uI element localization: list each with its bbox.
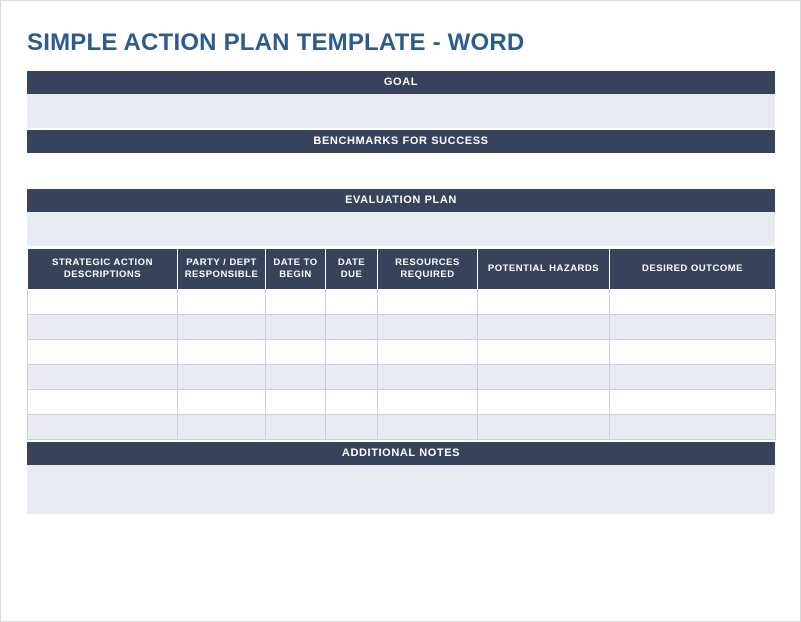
section-header-evaluation: EVALUATION PLAN (27, 189, 775, 212)
table-cell[interactable] (610, 414, 776, 439)
table-header-row (28, 249, 776, 290)
table-cell[interactable] (478, 364, 610, 389)
table-cell[interactable] (28, 314, 178, 339)
table-row (28, 389, 776, 414)
column-header-strategic-action: STRATEGIC ACTION DESCRIPTIONS (28, 249, 178, 290)
table-cell[interactable] (28, 289, 178, 314)
table-cell[interactable] (178, 414, 266, 439)
table-row (28, 314, 776, 339)
table-cell[interactable] (610, 289, 776, 314)
table-cell[interactable] (378, 314, 478, 339)
table-cell[interactable] (326, 364, 378, 389)
table-cell[interactable] (378, 389, 478, 414)
table-cell[interactable] (28, 364, 178, 389)
table-cell[interactable] (610, 314, 776, 339)
table-cell[interactable] (478, 339, 610, 364)
table-cell[interactable] (378, 414, 478, 439)
benchmarks-input[interactable] (27, 153, 775, 187)
section-header-notes: ADDITIONAL NOTES (27, 442, 775, 465)
table-cell[interactable] (178, 389, 266, 414)
table-cell[interactable] (378, 339, 478, 364)
table-cell[interactable] (266, 364, 326, 389)
column-header-desired-outcome: DESIRED OUTCOME (610, 249, 776, 290)
table-cell[interactable] (178, 364, 266, 389)
table-cell[interactable] (266, 289, 326, 314)
table-cell[interactable] (266, 389, 326, 414)
table-cell[interactable] (28, 339, 178, 364)
document-body (27, 71, 775, 514)
table-row (28, 289, 776, 314)
column-header-party-dept: PARTY / DEPT RESPONSIBLE (178, 249, 266, 290)
section-header-benchmarks: BENCHMARKS FOR SUCCESS (27, 130, 775, 153)
table-cell[interactable] (378, 364, 478, 389)
table-cell[interactable] (266, 339, 326, 364)
table-cell[interactable] (326, 414, 378, 439)
table-row (28, 414, 776, 439)
table-cell[interactable] (178, 314, 266, 339)
table-row (28, 339, 776, 364)
notes-input[interactable] (27, 465, 775, 514)
table-cell[interactable] (326, 339, 378, 364)
evaluation-input[interactable] (27, 212, 775, 246)
column-header-date-to-begin: DATE TO BEGIN (266, 249, 326, 290)
table-cell[interactable] (326, 389, 378, 414)
column-header-date-due: DATE DUE (326, 249, 378, 290)
table-cell[interactable] (178, 339, 266, 364)
table-cell[interactable] (326, 314, 378, 339)
section-header-goal: GOAL (27, 71, 775, 94)
table-cell[interactable] (610, 339, 776, 364)
table-cell[interactable] (266, 314, 326, 339)
table-cell[interactable] (610, 364, 776, 389)
table-cell[interactable] (28, 414, 178, 439)
table-cell[interactable] (610, 389, 776, 414)
table-cell[interactable] (326, 289, 378, 314)
table-cell[interactable] (178, 289, 266, 314)
goal-input[interactable] (27, 94, 775, 128)
table-cell[interactable] (378, 289, 478, 314)
table-cell[interactable] (28, 389, 178, 414)
table-cell[interactable] (478, 314, 610, 339)
table-cell[interactable] (266, 414, 326, 439)
table-cell[interactable] (478, 389, 610, 414)
column-header-resources-required: RESOURCES REQUIRED (378, 249, 478, 290)
table-row (28, 364, 776, 389)
table-cell[interactable] (478, 414, 610, 439)
page-title: SIMPLE ACTION PLAN TEMPLATE - WORD (27, 29, 525, 56)
column-header-potential-hazards: POTENTIAL HAZARDS (478, 249, 610, 290)
table-cell[interactable] (478, 289, 610, 314)
action-plan-table (27, 248, 776, 440)
